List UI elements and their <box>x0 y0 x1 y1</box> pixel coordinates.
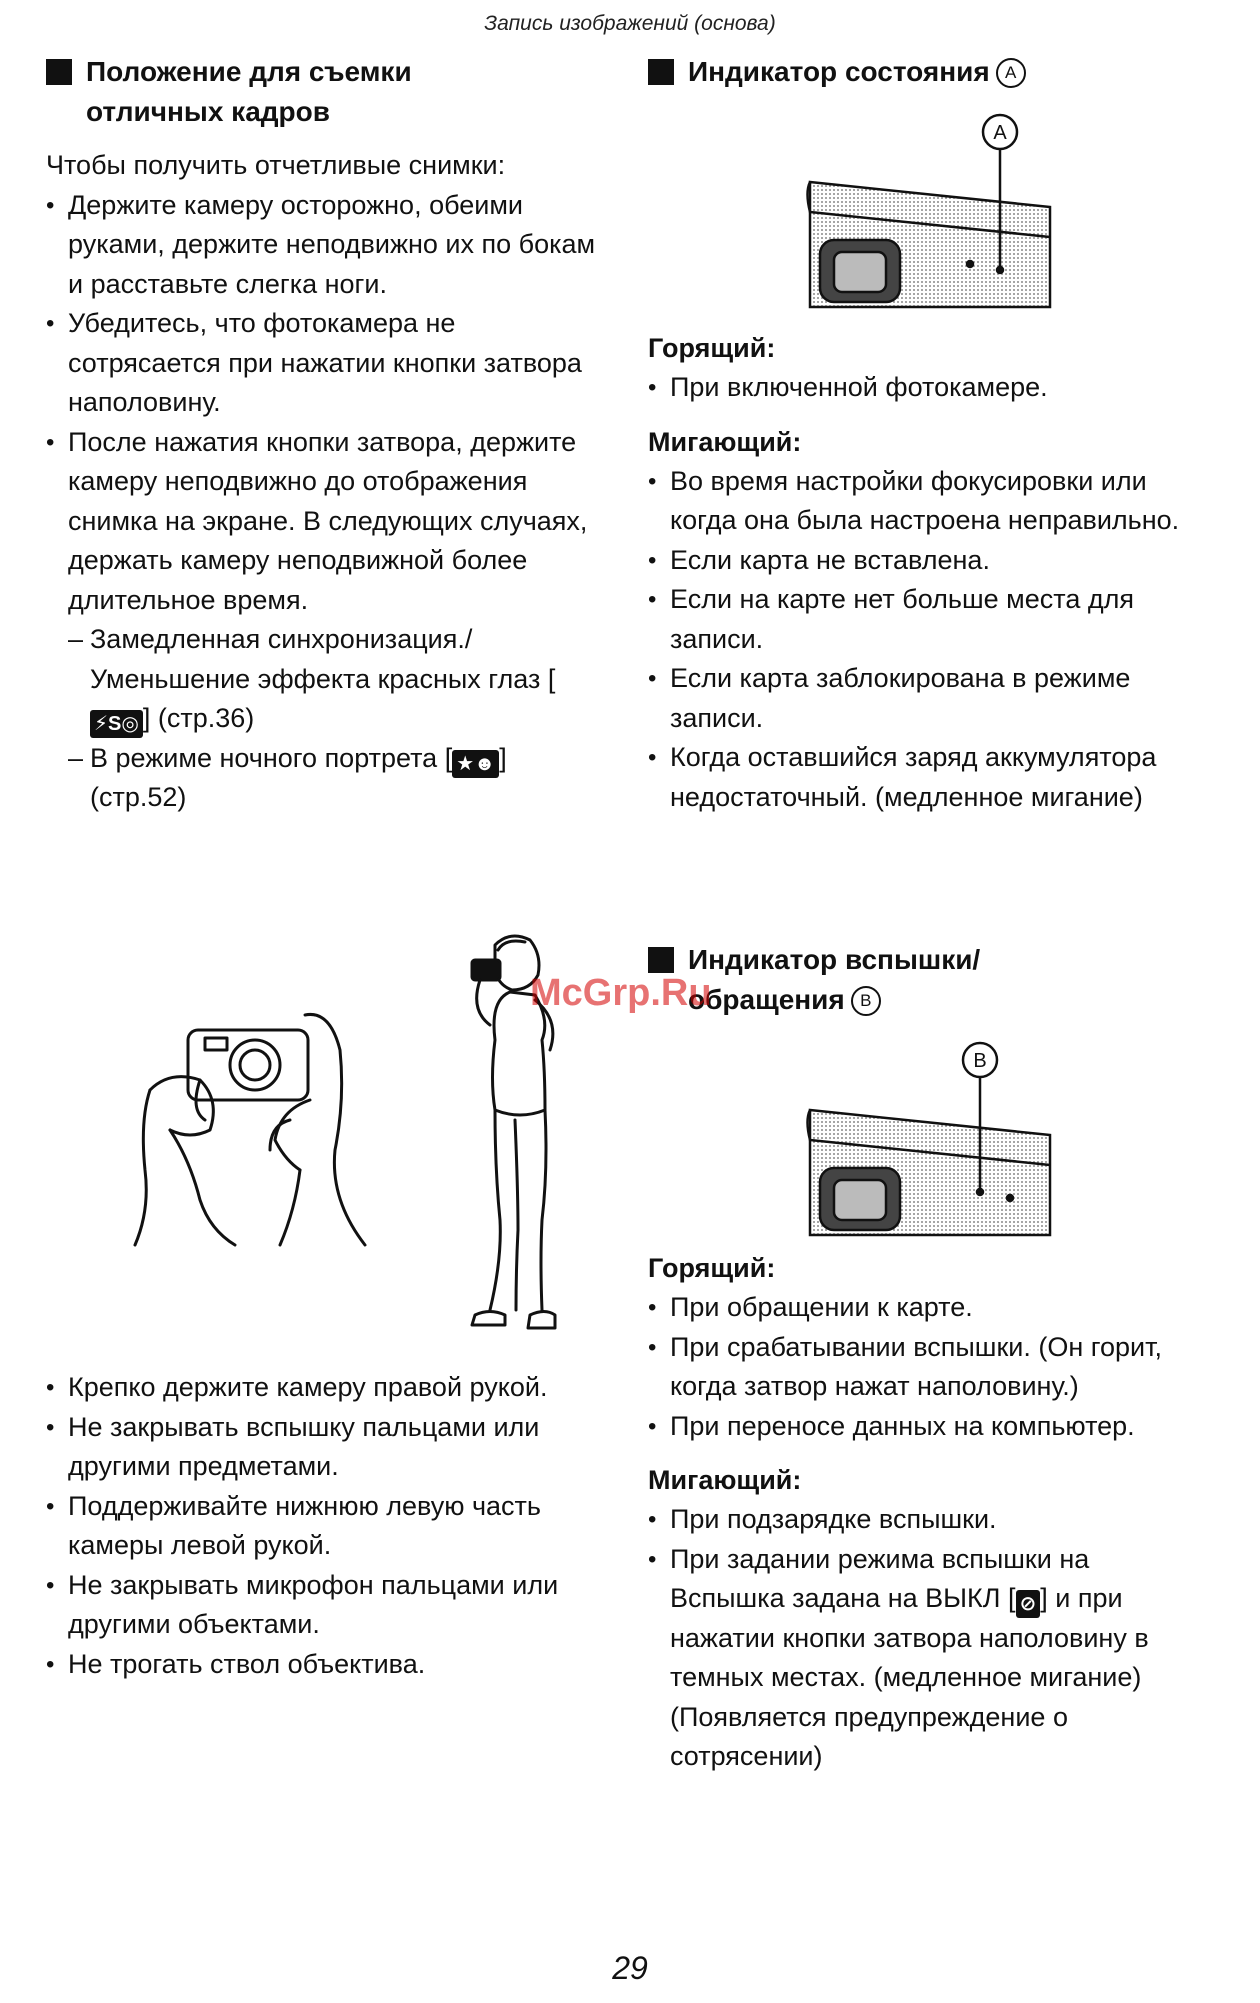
blink-label: Мигающий: <box>648 1465 802 1495</box>
hands-holding-camera-illustration <box>130 1010 390 1250</box>
status-descriptions <box>648 328 1208 817</box>
heading-line-2: отличных кадров <box>86 96 330 127</box>
right-column <box>648 52 1208 92</box>
heading-text: Индикатор состояния <box>688 56 990 87</box>
lit-label: Горящий: <box>648 1253 776 1283</box>
list-item: • Не закрывать микрофон пальцами или другими объектами. <box>46 1566 606 1645</box>
heading-line-2: обращения <box>688 984 845 1015</box>
dash-text: Замедленная синхронизация./ Уменьшение эффекта красных глаз [ <box>90 624 556 694</box>
heading-square-icon <box>648 947 674 973</box>
list-item: • При обращении к карте. <box>648 1288 1208 1328</box>
section-heading-status-indicator <box>648 52 1208 92</box>
flash-off-icon: ⊘ <box>1016 1590 1041 1618</box>
list-item: • Если карта заблокирована в режиме записи. <box>648 659 1208 738</box>
list-item: • После нажатия кнопки затвора, держите камеру неподвижно до отображения снимка на экране. В следующих случаях, держать камеру неподвижной более длительное время. <box>46 423 606 621</box>
page-number: 29 <box>612 1950 648 1986</box>
dash-text: В режиме ночного портрета [ <box>90 742 453 773</box>
intro-text: Чтобы получить отчетливые снимки: <box>46 150 506 180</box>
heading-square-icon <box>648 59 674 85</box>
heading-line-1: Индикатор вспышки/ <box>688 944 981 975</box>
dash-text: ] (стр.36) <box>142 703 255 733</box>
list-item: • Убедитесь, что фотокамера не сотрясается при нажатии кнопки затвора наполовину. <box>46 304 606 423</box>
flash-indicator-camera-illustration <box>800 1040 1060 1240</box>
blink-label: Мигающий: <box>648 426 802 457</box>
item-text: При задании режима вспышки на Вспышка задана на ВЫКЛ [ <box>670 1543 1090 1613</box>
list-item: • Если карта не вставлена. <box>648 541 1208 581</box>
list-item: • Если на карте нет больше места для записи. <box>648 580 1208 659</box>
flash-descriptions <box>648 1248 1208 1777</box>
watermark: McGrp.Ru <box>530 972 712 1014</box>
heading-line-1: Положение для съемки <box>86 56 412 87</box>
list-item: • Не трогать ствол объектива. <box>46 1645 606 1685</box>
page-header: Запись изображений (основа) <box>484 12 776 35</box>
marker-b-icon: B <box>851 986 881 1016</box>
item-text: ] и при нажатии кнопки затвора наполовину в темных местах. (медленное мигание) (Появляется предупреждение о сотрясении) <box>670 1583 1149 1771</box>
tips-list <box>46 186 606 621</box>
list-item <box>648 1540 1208 1777</box>
left-column <box>46 52 606 818</box>
dash-text: ] (стр.52) <box>90 742 507 812</box>
grip-tips-list <box>46 1368 606 1684</box>
list-item: • При включенной фотокамере. <box>648 368 1208 408</box>
red-eye-flash-icon: ⚡S◎ <box>90 710 143 738</box>
night-portrait-icon: ★☻ <box>452 750 499 778</box>
list-item: • Во время настройки фокусировки или когда она была настроена неправильно. <box>648 462 1208 541</box>
cases-list <box>46 620 606 818</box>
list-item: • Не закрывать вспышку пальцами или другими предметами. <box>46 1408 606 1487</box>
list-item: • Держите камеру осторожно, обеими руками, держите неподвижно их по бокам и расставьте слегка ноги. <box>46 186 606 305</box>
flash-blink-list <box>648 1500 1208 1777</box>
list-item: • При срабатывании вспышки. (Он горит, когда затвор нажат наполовину.) <box>648 1328 1208 1407</box>
lit-label: Горящий: <box>648 333 776 363</box>
list-item: • Поддерживайте нижнюю левую часть камеры левой рукой. <box>46 1487 606 1566</box>
list-item <box>46 620 606 739</box>
marker-a-icon: A <box>996 58 1026 88</box>
list-item: • Крепко держите камеру правой рукой. <box>46 1368 606 1408</box>
status-blink-list <box>648 462 1208 818</box>
list-item: • Когда оставшийся заряд аккумулятора недостаточный. (медленное мигание) <box>648 738 1208 817</box>
list-item <box>46 739 606 818</box>
marker-b-label: B <box>973 1050 987 1072</box>
section-heading-shooting-position <box>46 52 606 132</box>
heading-square-icon <box>46 59 72 85</box>
list-item: • При подзарядке вспышки. <box>648 1500 1208 1540</box>
section-heading-flash-indicator <box>648 940 1208 1020</box>
flash-lit-list <box>648 1288 1208 1446</box>
left-bottom-tips <box>46 1368 606 1684</box>
status-indicator-camera-illustration <box>800 112 1060 312</box>
list-item: • При переносе данных на компьютер. <box>648 1407 1208 1447</box>
flash-indicator-section <box>648 940 1208 1020</box>
status-lit-list <box>648 368 1208 408</box>
marker-a-label: A <box>993 122 1007 144</box>
